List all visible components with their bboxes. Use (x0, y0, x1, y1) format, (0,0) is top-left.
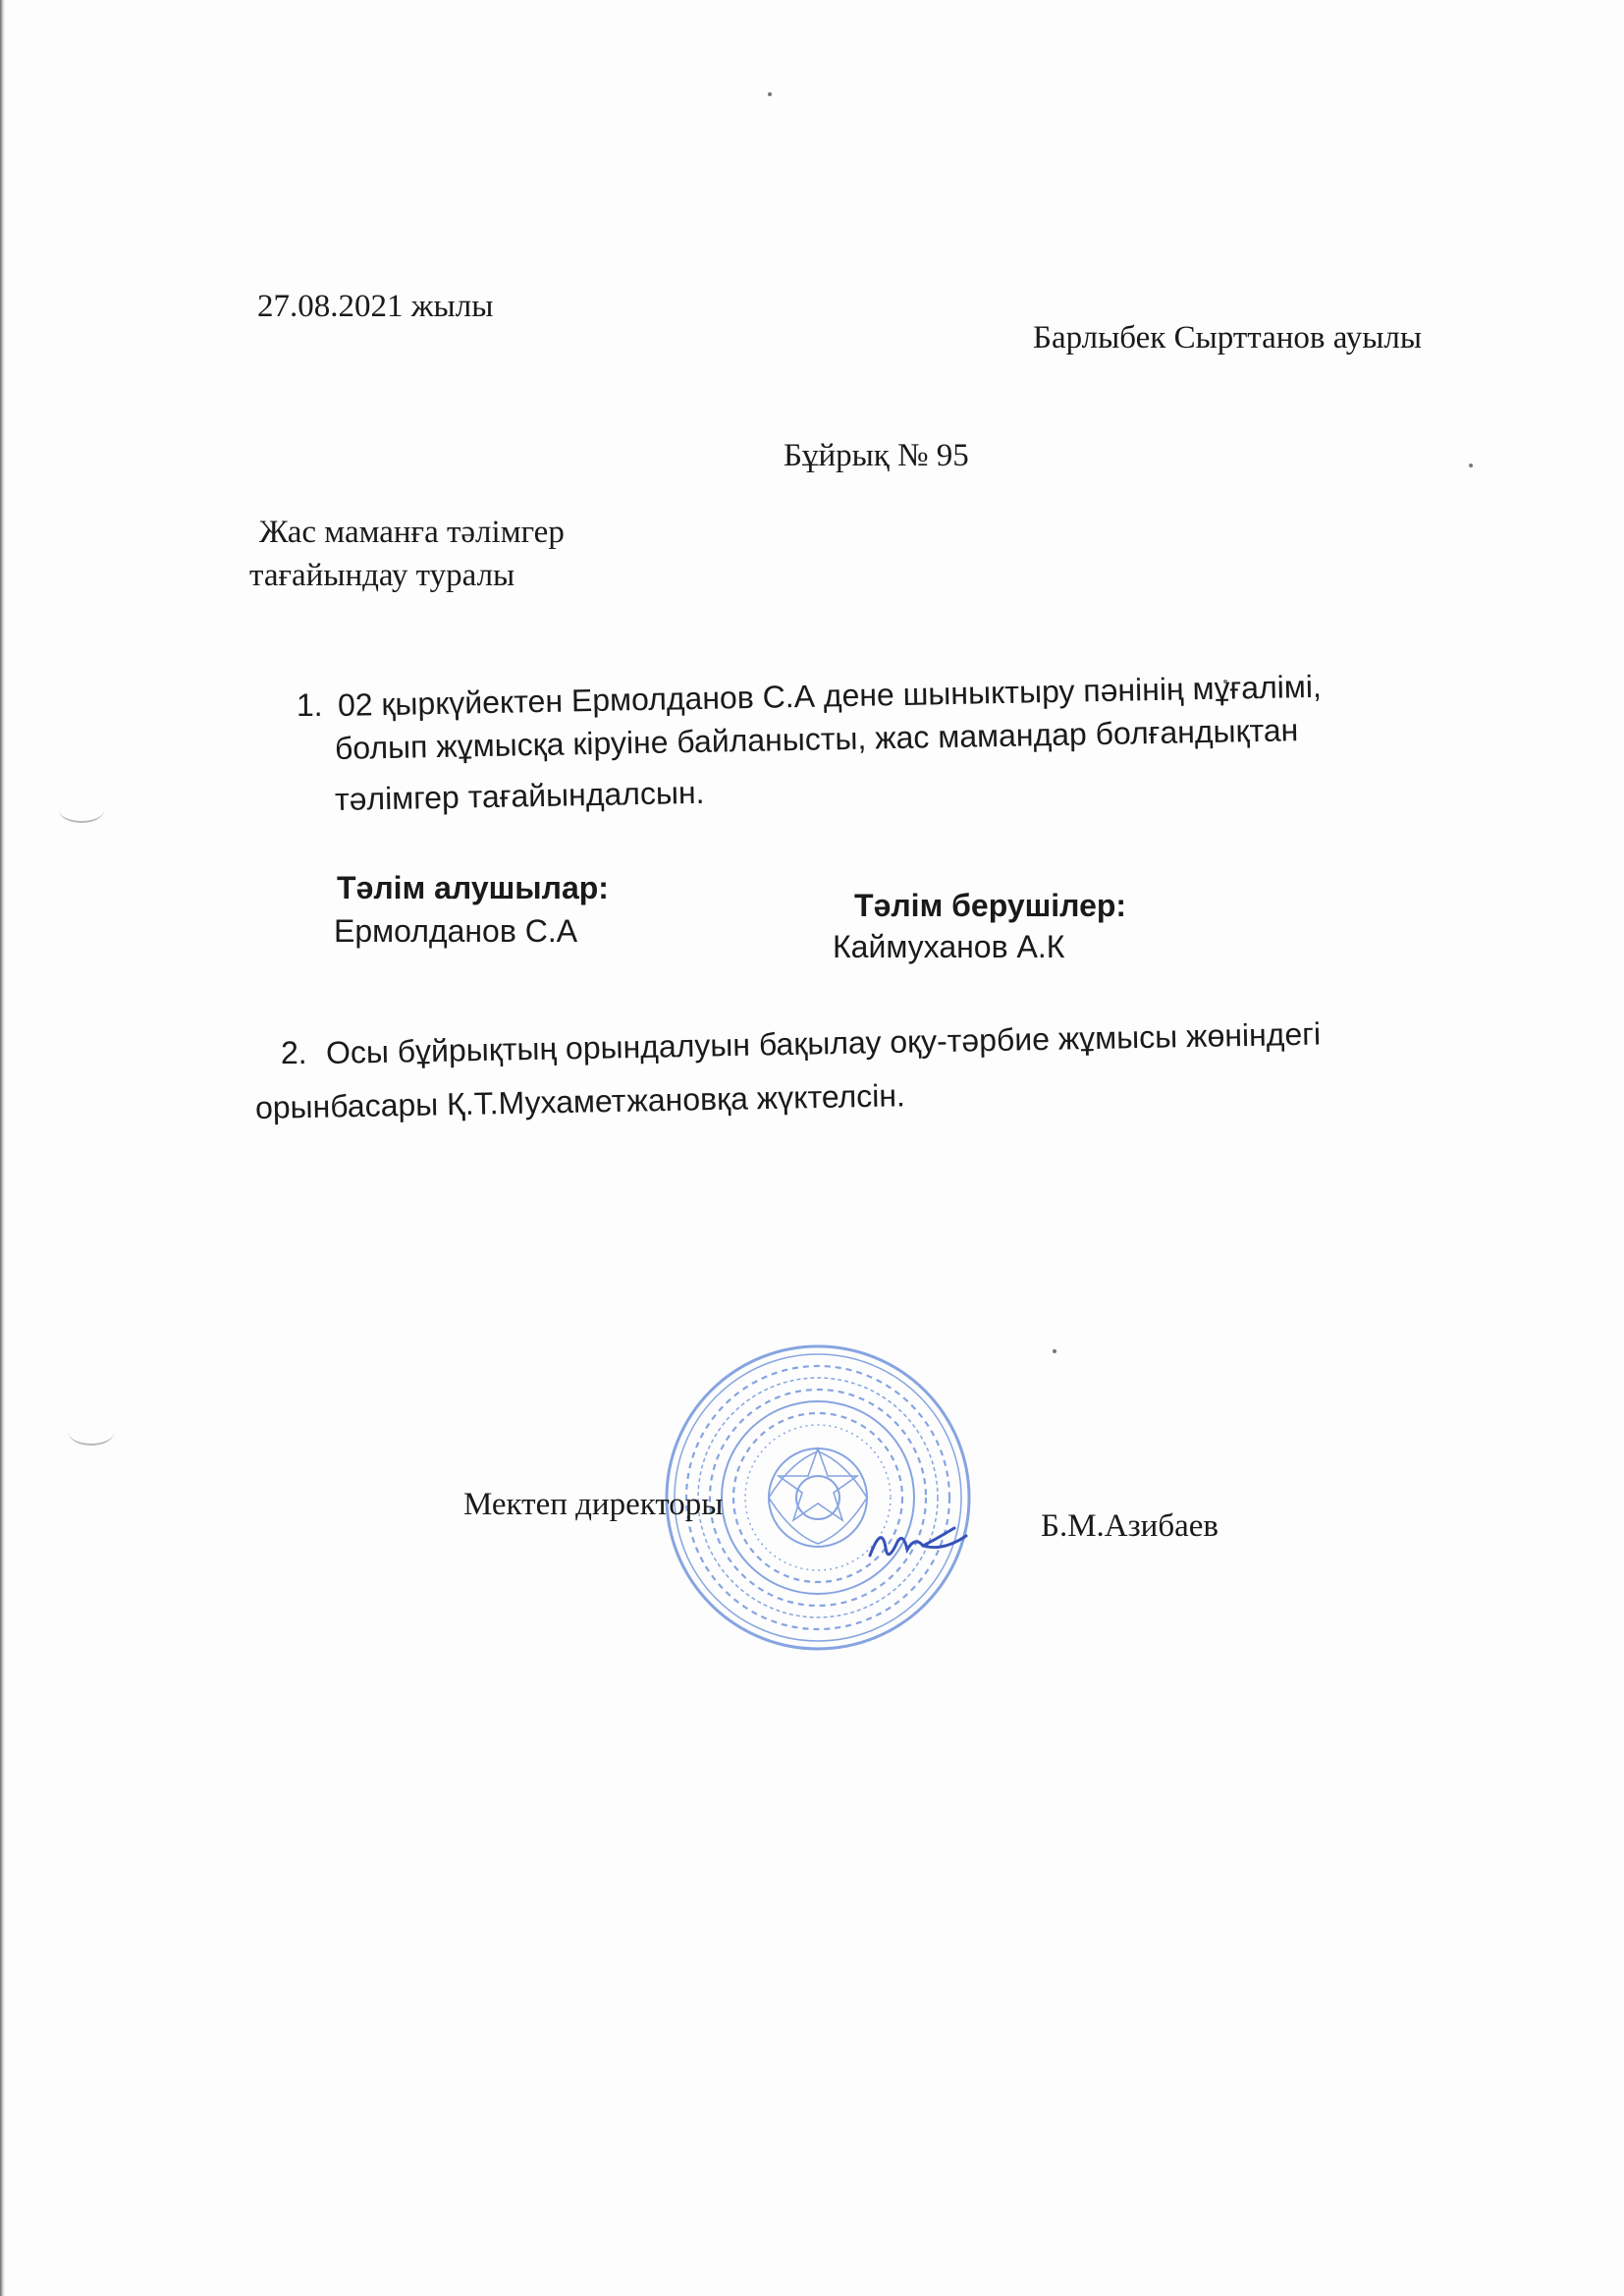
item-2-line-2: орынбасары Қ.Т.Мухаметжановқа жүктелсін. (254, 1077, 906, 1125)
item-1-line-3: тәлімгер тағайындалсын. (334, 774, 705, 817)
order-title: Бұйрық № 95 (784, 438, 969, 473)
subject-line-2: тағайындау туралы (249, 558, 515, 593)
subject-line-1: Жас маманға тәлімгер (259, 515, 565, 550)
punch-hole-mark (69, 1420, 114, 1446)
signature-icon (864, 1506, 972, 1575)
item-1-line-2: болып жұмысқа кіруіне байланысты, жас мамандар болғандықтан (334, 712, 1299, 766)
item-2-line-1: Осы бұйрықтың орындалуын бақылау оқу-тәрбие жұмысы жөніндегі (325, 1015, 1322, 1070)
mentors-heading: Тәлім берушілер: (854, 888, 1127, 923)
mentee-name: Ермолданов С.А (334, 913, 578, 949)
mentees-heading: Тәлім алушылар: (337, 870, 609, 905)
signatory-title: Мектеп директоры (463, 1487, 724, 1522)
document-date: 27.08.2021 жылы (257, 289, 494, 324)
document-place: Барлыбек Сырттанов ауылы (1033, 320, 1422, 355)
scan-speck (768, 92, 772, 96)
item-1-line-1: 02 қыркүйектен Ермолданов С.А дене шыныктыру пәнінің мұғалімі, (337, 668, 1323, 723)
item-1-number: 1. (297, 687, 323, 723)
punch-hole-mark (59, 797, 104, 823)
item-2-number: 2. (281, 1035, 307, 1070)
mentor-name: Каймуханов А.К (833, 929, 1065, 964)
scan-speck (1469, 464, 1473, 467)
scan-edge (0, 0, 5, 2296)
scan-speck (1053, 1349, 1056, 1353)
signatory-name: Б.М.Азибаев (1041, 1508, 1218, 1544)
